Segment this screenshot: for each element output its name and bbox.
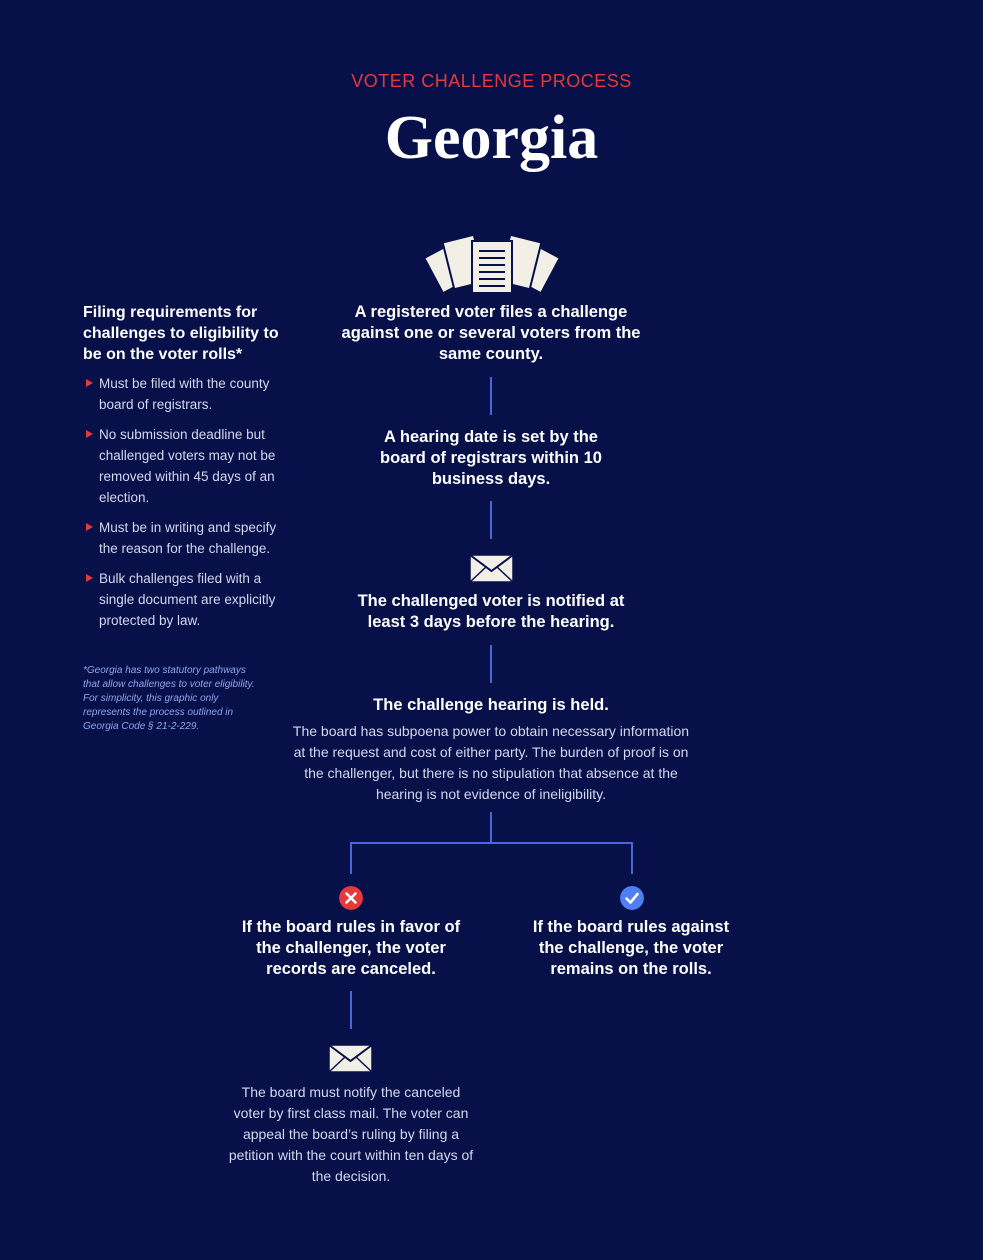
cancellation-notice: The board must notify the canceled voter by first class mail. The voter can appeal the board’s ruling by filing a petition with the court within ten days of the decision. [228,1084,474,1184]
list-item-text: Bulk challenges filed with a single document are explicitly protected by law. [99,571,276,628]
bullet-triangle-icon [86,379,93,387]
sidebar-title: Filing requirements for challenges to eligibility to be on the voter rolls* [83,304,279,363]
footnote: *Georgia has two statutory pathways that allow challenges to voter eligibility. For simplicity, this graphic only represents the process outlined in Georgia Code § 21-2-229. [83,665,255,732]
step-voter-notified: The challenged voter is notified at least 3 days before the hearing. [357,592,625,631]
list-item [83,373,283,415]
branch-line [350,842,633,844]
bullet-triangle-icon [86,574,93,582]
documents-icon [422,229,562,295]
list-item [83,424,283,508]
filing-requirements [83,302,283,640]
eyebrow: VOTER CHALLENGE PROCESS [351,71,632,91]
list-item-text: No submission deadline but challenged voters may not be removed within 45 days of an election. [99,427,276,505]
list-item [83,568,283,631]
outcome-against-challenge: If the board rules against the challenge, the voter remains on the rolls. [532,918,730,978]
requirements-list [83,373,283,631]
envelope-icon [469,554,514,583]
x-circle-icon [339,886,363,910]
connector-line [490,377,492,415]
list-item-text: Must be in writing and specify the reason for the challenge. [99,520,277,556]
hearing-details: The board has subpoena power to obtain necessary information at the request and cost of either party. The burden of proof is on the challenger, but there is no stipulation that absence at the hearing is not evidence of ineligibility. [292,723,690,802]
connector-line [490,812,492,843]
connector-line [490,645,492,683]
bullet-triangle-icon [86,430,93,438]
list-item [83,517,283,559]
envelope-icon [328,1044,373,1073]
connector-line [350,842,352,874]
list-item-text: Must be filed with the county board of registrars. [99,376,270,412]
step-file-challenge: A registered voter files a challenge against one or several voters from the same county. [341,303,641,363]
connector-line [350,991,352,1029]
bullet-triangle-icon [86,523,93,531]
connector-line [490,501,492,539]
page-title: Georgia [384,104,599,172]
check-circle-icon [620,886,644,910]
connector-line [631,842,633,874]
step-hearing-date: A hearing date is set by the board of registrars within 10 business days. [380,428,602,488]
outcome-favor-challenger: If the board rules in favor of the challenger, the voter records are canceled. [241,918,461,978]
step-hearing-held: The challenge hearing is held. [373,696,609,714]
